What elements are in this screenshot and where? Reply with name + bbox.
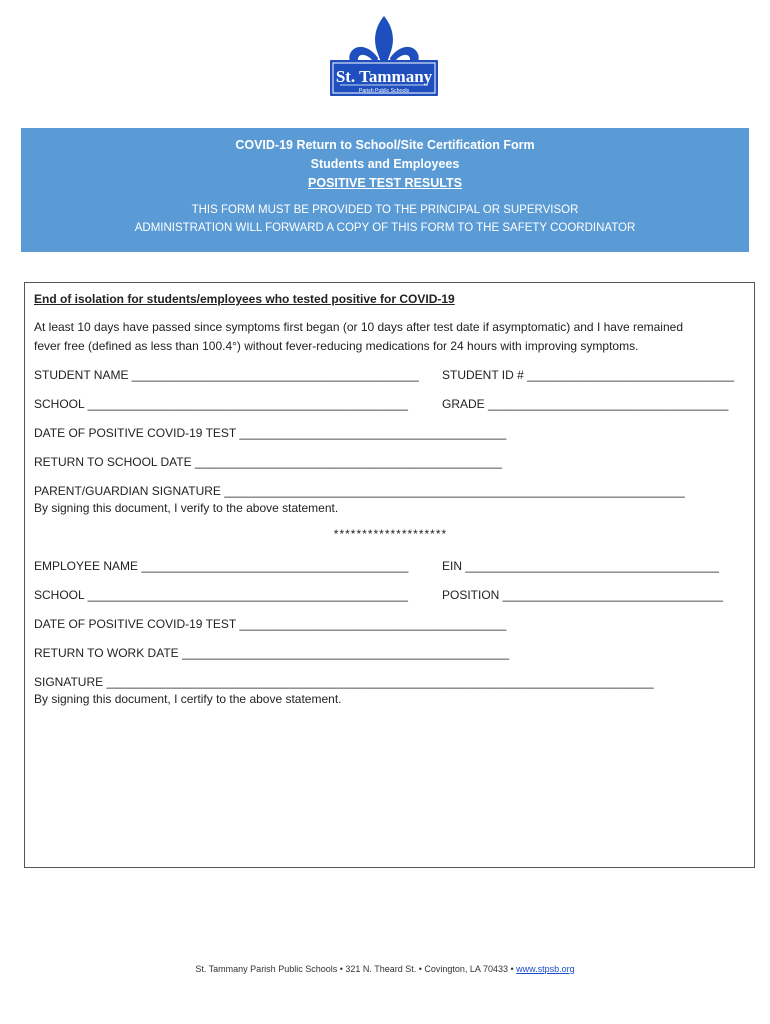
position-field[interactable]: POSITION _________________________________ (442, 588, 723, 602)
section-heading: End of isolation for students/employees who tested positive for COVID-19 (34, 292, 455, 306)
student-test-date-field[interactable]: DATE OF POSITIVE COVID-19 TEST ________________________________________ (34, 426, 507, 440)
parent-signature-field[interactable]: PARENT/GUARDIAN SIGNATURE _____________________________________________________________________ (34, 484, 685, 498)
result-type-label: POSITIVE TEST RESULTS (308, 176, 462, 190)
logo-name: St. Tammany (335, 67, 433, 86)
ein-field[interactable]: EIN ______________________________________ (442, 559, 719, 573)
criteria-line-2: fever free (defined as less than 100.4°) without fever-reducing medications for 24 hours with improving symptoms. (34, 339, 639, 353)
criteria-line-1: At least 10 days have passed since symptoms first began (or 10 days after test date if asymptomatic) and I have remained (34, 320, 683, 334)
employee-name-field[interactable]: EMPLOYEE NAME ________________________________________ (34, 559, 409, 573)
return-to-work-date-field[interactable]: RETURN TO WORK DATE _________________________________________________ (34, 646, 510, 660)
section-separator: ******************** (333, 527, 448, 541)
student-id-field[interactable]: STUDENT ID # _______________________________ (442, 368, 735, 382)
notice-line-2: ADMINISTRATION WILL FORWARD A COPY OF THIS FORM TO THE SAFETY COORDINATOR (134, 222, 636, 234)
notice-line-1: THIS FORM MUST BE PROVIDED TO THE PRINCIPAL OR SUPERVISOR (191, 204, 579, 216)
employee-school-field[interactable]: SCHOOL ________________________________________________ (34, 588, 408, 602)
student-attestation: By signing this document, I verify to the above statement. (34, 501, 339, 515)
return-to-school-date-field[interactable]: RETURN TO SCHOOL DATE ______________________________________________ (34, 455, 502, 469)
student-name-field[interactable]: STUDENT NAME ___________________________________________ (34, 368, 419, 382)
form-body (24, 282, 755, 868)
logo-tagline: Parish Public Schools (358, 88, 410, 94)
grade-field[interactable]: GRADE ____________________________________ (442, 397, 729, 411)
footer (0, 964, 770, 974)
employee-test-date-field[interactable]: DATE OF POSITIVE COVID-19 TEST ________________________________________ (34, 617, 507, 631)
fleur-de-lis-icon (328, 14, 440, 98)
employee-signature-field[interactable]: SIGNATURE __________________________________________________________________________________ (34, 675, 654, 689)
form-title: COVID-19 Return to School/Site Certification Form (235, 138, 535, 152)
form-subtitle: Students and Employees (310, 157, 460, 171)
form-banner (21, 128, 749, 252)
website-link[interactable]: www.stpsb.org (516, 964, 575, 974)
student-school-field[interactable]: SCHOOL ________________________________________________ (34, 397, 408, 411)
employee-attestation: By signing this document, I certify to the above statement. (34, 692, 342, 706)
district-logo (328, 14, 440, 98)
footer-address: St. Tammany Parish Public Schools • 321 N. Theard St. • Covington, LA 70433 • (195, 964, 514, 974)
